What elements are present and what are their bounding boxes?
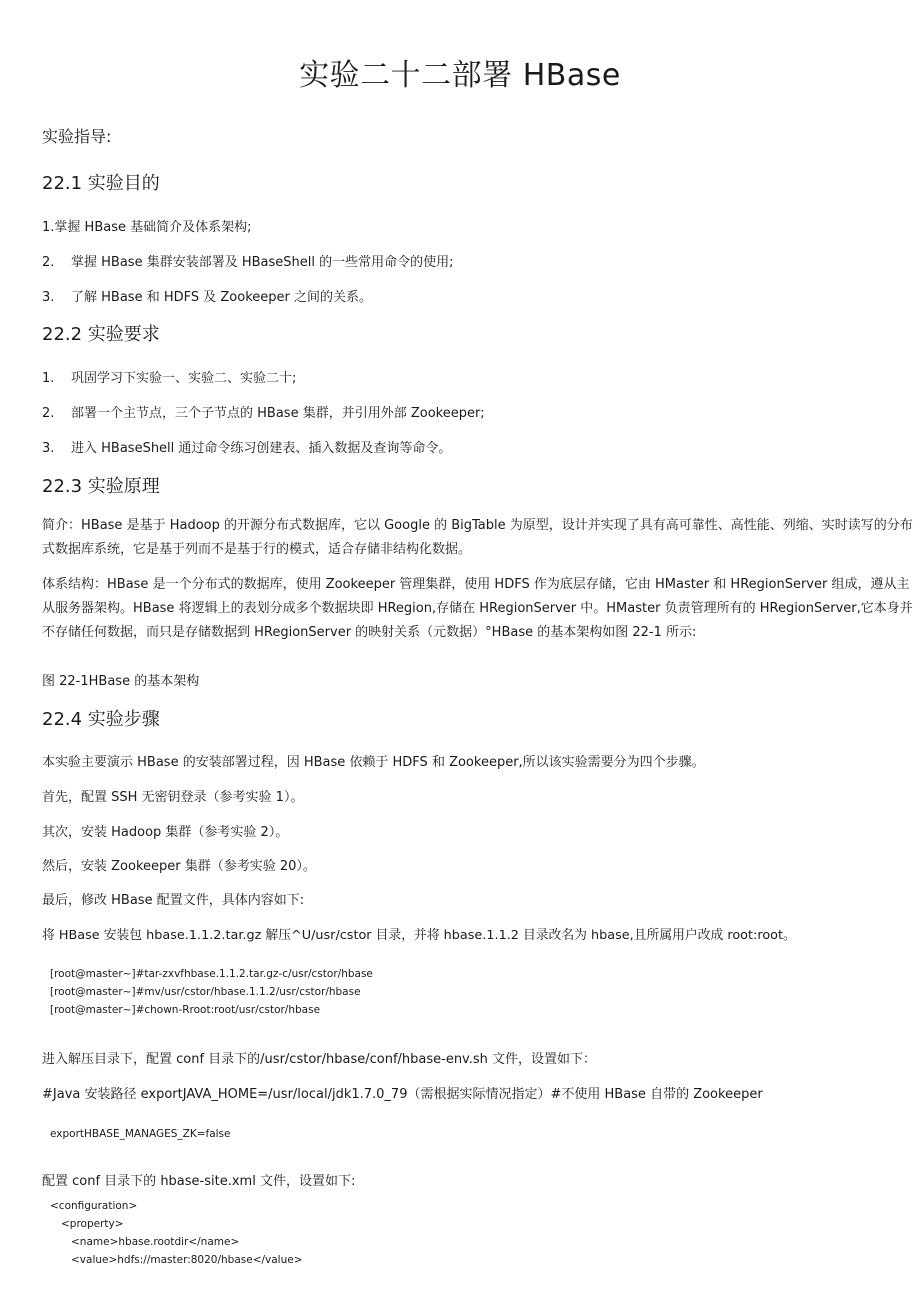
hbase-site-instruction: 配置 conf 目录下的 hbase-site.xml 文件，设置如下: [42,1174,356,1189]
code-block-extract [50,965,373,1019]
code-line: [root@master~]#mv/usr/cstor/hbase.1.1.2/usr/cstor/hbase [50,986,361,998]
requirement-item-2-number: 2. [42,406,55,421]
extract-instruction: 将 HBase 安装包 hbase.1.1.2.tar.gz 解压^U/usr/cstor 目录，并将 hbase.1.1.2 目录改名为 hbase,且所属用户改成 root:root。 [42,928,796,943]
xml-line: <property> [61,1218,124,1230]
section-heading-steps: 22.4 实验步骤 [42,709,160,730]
step-first: 首先，配置 SSH 无密钥登录（参考实验 1）。 [42,790,304,805]
steps-overview: 本实验主要演示 HBase 的安装部署过程，因 HBase 依赖于 HDFS 和 Zookeeper,所以该实验需要分为四个步骤。 [42,755,705,770]
purpose-item-2 [42,251,454,270]
requirement-item-3-text: 进入 HBaseShell 通过命令练习创建表、插入数据及查询等命令。 [71,441,452,456]
purpose-item-3 [42,286,372,305]
code-block-xml [50,1197,303,1269]
purpose-item-1-number: 1. [42,220,55,235]
requirement-item-1-text: 巩固学习下实验一、实验二、实验二十; [71,371,297,386]
requirement-item-3 [42,437,451,456]
xml-line: <value>hdfs://master:8020/hbase</value> [71,1254,303,1266]
xml-line: <configuration> [50,1200,138,1212]
section-heading-requirements: 22.2 实验要求 [42,324,160,345]
page-title: 实验二十二部署 HBase [299,58,621,93]
java-home-line: #Java 安装路径 exportJAVA_HOME=/usr/local/jdk1.7.0_79（需根据实际情况指定）#不使用 HBase 自带的 Zookeeper [42,1087,763,1102]
step-last: 最后，修改 HBase 配置文件，具体内容如下: [42,893,305,908]
purpose-item-2-number: 2. [42,255,55,270]
requirement-item-1 [42,367,296,386]
code-block-manages-zk: exportHBASE_MANAGES_ZK=false [50,1128,231,1140]
purpose-item-3-text: 了解 HBase 和 HDFS 及 Zookeeper 之间的关系。 [71,290,372,305]
requirement-item-3-number: 3. [42,441,55,456]
purpose-item-3-number: 3. [42,290,55,305]
xml-line: <name>hbase.rootdir</name> [71,1236,240,1248]
architecture-paragraph: 体系结构：HBase 是一个分布式的数据库，使用 Zookeeper 管理集群，使用 HDFS 作为底层存储，它由 HMaster 和 HRegionServer 组成，遵从主从服务器架构。HBase 将逻辑上的表划分成多个数据块即 HRegion,存储在 HRegionServer 中。HMaster 负责管理所有的 HRegionServer,它本身并不存储任何数据，而只是存储数据到 HRegionServer 的映射关系（元数据）°HBase 的基本架构如图 22-1 所示: [42,577,913,640]
purpose-item-2-text: 掌握 HBase 集群安装部署及 HBaseShell 的一些常用命令的使用; [71,255,454,270]
code-line: [root@master~]#tar-zxvfhbase.1.1.2.tar.gz-c/usr/cstor/hbase [50,968,373,980]
purpose-item-1 [42,216,251,235]
section-heading-principle: 22.3 实验原理 [42,476,160,497]
requirement-item-1-number: 1. [42,371,55,386]
step-third: 然后，安装 Zookeeper 集群（参考实验 20）。 [42,859,316,874]
requirement-item-2 [42,402,485,421]
code-line: [root@master~]#chown-Rroot:root/usr/cstor/hbase [50,1004,321,1016]
step-second: 其次，安装 Hadoop 集群（参考实验 2）。 [42,825,289,840]
guide-label: 实验指导: [42,127,112,146]
requirement-item-2-text: 部署一个主节点，三个子节点的 HBase 集群，并引用外部 Zookeeper; [71,406,485,421]
intro-paragraph: 简介：HBase 是基于 Hadoop 的开源分布式数据库，它以 Google 的 BigTable 为原型，设计并实现了具有高可靠性、高性能、列缩、实时读写的分布式数据库系统，它是基于列而不是基于行的模式，适合存储非结构化数据。 [42,518,913,557]
hbase-env-instruction: 进入解压目录下，配置 conf 目录下的/usr/cstor/hbase/conf/hbase-env.sh 文件，设置如下： [42,1052,597,1067]
figure-caption: 图 22-1HBase 的基本架构 [42,674,200,689]
purpose-item-1-text: 掌握 HBase 基础简介及体系架构; [54,220,252,235]
section-heading-purpose: 22.1 实验目的 [42,173,160,194]
